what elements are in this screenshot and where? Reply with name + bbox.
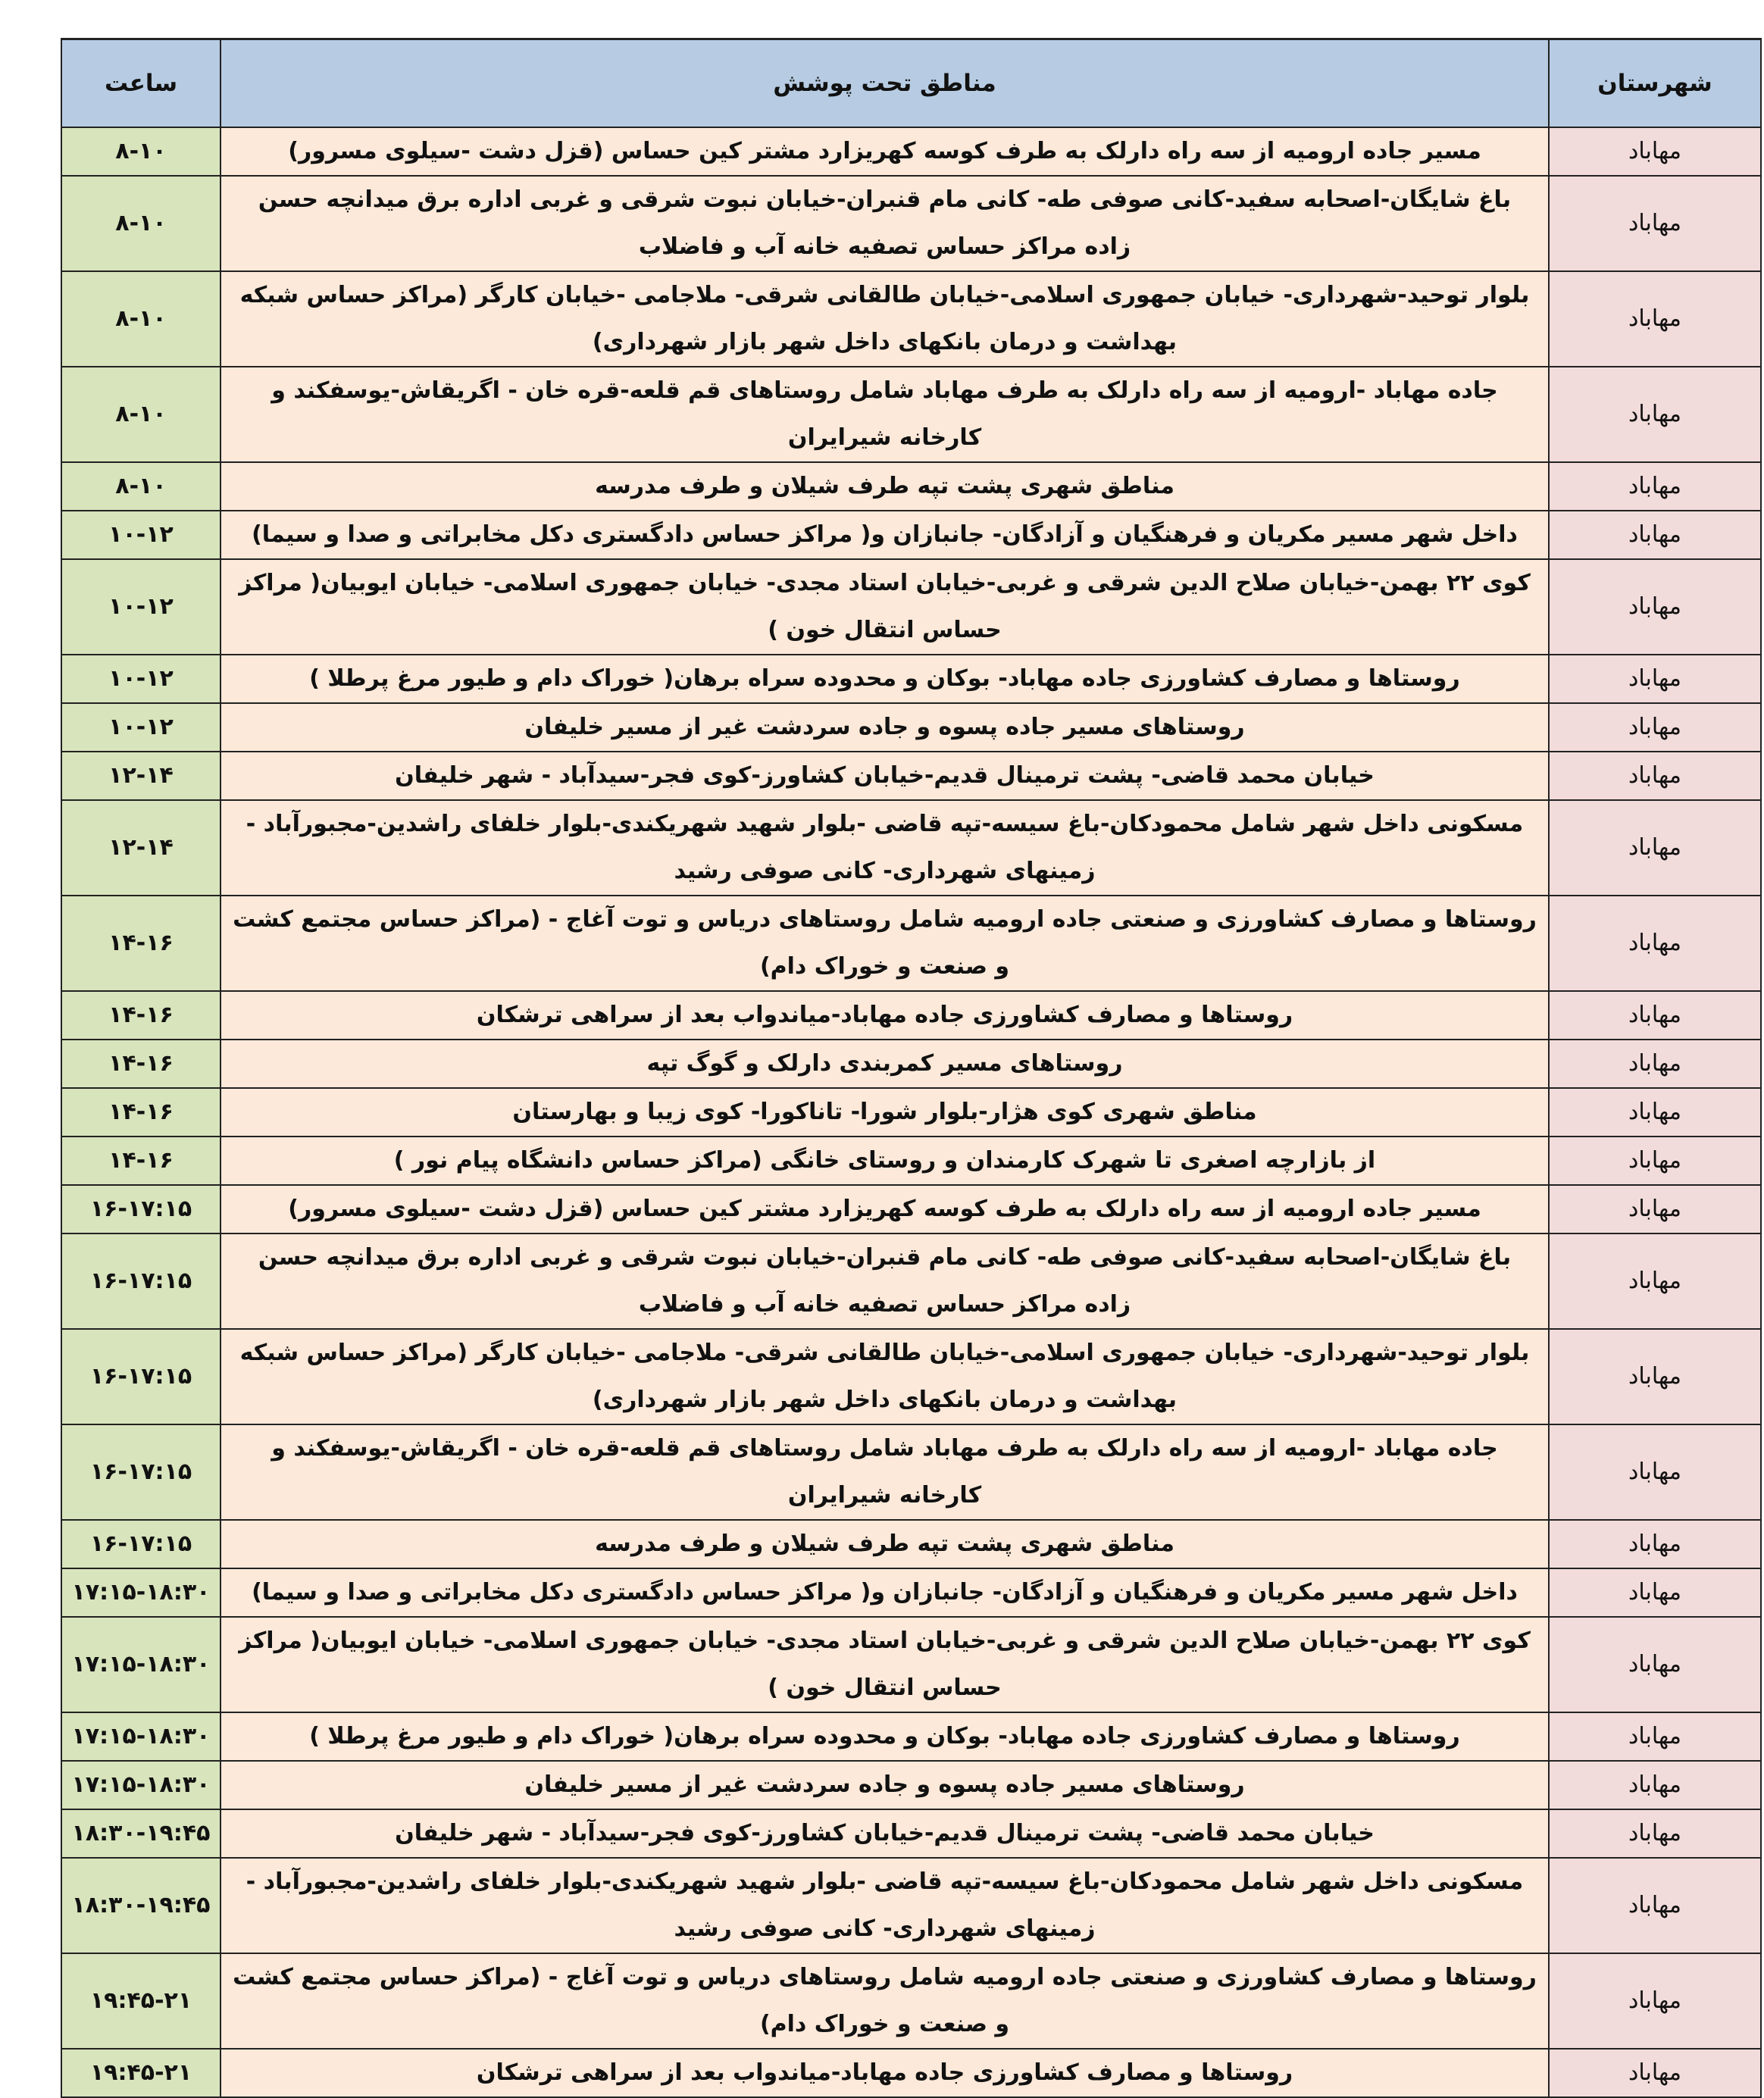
table-row <box>61 1329 1761 1424</box>
table-row <box>61 1040 1761 1088</box>
outage-schedule-table <box>61 38 1762 2098</box>
table-row <box>61 271 1761 367</box>
table-row <box>61 1137 1761 1185</box>
area-cell: روستاها و مصارف کشاورزی جاده مهاباد- بوکان و محدوده سراه برهان( خوراک دام و طیور مرغ پرطلا ) <box>220 655 1549 703</box>
county-cell: مهاباد <box>1549 127 1761 176</box>
hour-cell: ۱۲-۱۴ <box>61 800 220 896</box>
county-cell: مهاباد <box>1549 1809 1761 1858</box>
hour-cell: ۱۸:۳۰-۱۹:۴۵ <box>61 1809 220 1858</box>
county-cell: مهاباد <box>1549 1185 1761 1233</box>
area-cell: روستاها و مصارف کشاورزی جاده مهاباد-میاندواب بعد از سراهی ترشکان <box>220 991 1549 1040</box>
table-row <box>61 1953 1761 2049</box>
area-cell: مسیر جاده ارومیه از سه راه دارلک به طرف کوسه کهریزارد مشتر کین حساس (قزل دشت -سیلوی مسرور) <box>220 1185 1549 1233</box>
hour-cell: ۱۰-۱۲ <box>61 655 220 703</box>
area-cell: جاده مهاباد -ارومیه از سه راه دارلک به طرف مهاباد شامل روستاهای قم قلعه-قره خان - اگریقاش-یوسفکند و کارخانه شیرایران <box>220 1424 1549 1520</box>
schedule-table-container <box>61 38 1760 2086</box>
header-hour: ساعت <box>61 39 220 128</box>
area-cell: خیابان محمد قاضی- پشت ترمینال قدیم-خیابان کشاورز-کوی فجر-سیدآباد - شهر خلیفان <box>220 752 1549 800</box>
county-cell: مهاباد <box>1549 2049 1761 2097</box>
area-cell: کوی ۲۲ بهمن-خیابان صلاح الدین شرقی و غربی-خیابان استاد مجدی- خیابان جمهوری اسلامی- خیابان ایوبیان( مراکز حساس انتقال خون ) <box>220 1617 1549 1712</box>
hour-cell: ۸-۱۰ <box>61 367 220 462</box>
county-cell: مهاباد <box>1549 655 1761 703</box>
county-cell: مهاباد <box>1549 1233 1761 1329</box>
county-cell: مهاباد <box>1549 1088 1761 1137</box>
area-cell: خیابان محمد قاضی- پشت ترمینال قدیم-خیابان کشاورز-کوی فجر-سیدآباد - شهر خلیفان <box>220 1809 1549 1858</box>
area-cell: مسکونی داخل شهر شامل محمودکان-باغ سیسه-تپه قاضی -بلوار شهید شهریکندی-بلوار خلفای راشدین-مجبورآباد - زمینهای شهرداری- کانی صوفی رشید <box>220 800 1549 896</box>
table-row <box>61 462 1761 511</box>
hour-cell: ۸-۱۰ <box>61 127 220 176</box>
header-county: شهرستان <box>1549 39 1761 128</box>
table-row <box>61 1617 1761 1712</box>
table-row <box>61 1568 1761 1617</box>
county-cell: مهاباد <box>1549 271 1761 367</box>
table-row <box>61 2049 1761 2097</box>
area-cell: داخل شهر مسیر مکریان و فرهنگیان و آزادگان- جانبازان و( مراکز حساس دادگستری دکل مخابراتی و صدا و سیما) <box>220 1568 1549 1617</box>
hour-cell: ۱۴-۱۶ <box>61 991 220 1040</box>
hour-cell: ۱۷:۱۵-۱۸:۳۰ <box>61 1712 220 1761</box>
hour-cell: ۸-۱۰ <box>61 462 220 511</box>
table-row <box>61 1761 1761 1809</box>
county-cell: مهاباد <box>1549 1761 1761 1809</box>
county-cell: مهاباد <box>1549 1617 1761 1712</box>
hour-cell: ۱۶-۱۷:۱۵ <box>61 1520 220 1568</box>
area-cell: مسکونی داخل شهر شامل محمودکان-باغ سیسه-تپه قاضی -بلوار شهید شهریکندی-بلوار خلفای راشدین-مجبورآباد - زمینهای شهرداری- کانی صوفی رشید <box>220 1858 1549 1953</box>
hour-cell: ۱۷:۱۵-۱۸:۳۰ <box>61 1761 220 1809</box>
area-cell: مناطق شهری پشت تپه طرف شیلان و طرف مدرسه <box>220 1520 1549 1568</box>
hour-cell: ۱۹:۴۵-۲۱ <box>61 2049 220 2097</box>
county-cell: مهاباد <box>1549 1137 1761 1185</box>
hour-cell: ۱۴-۱۶ <box>61 896 220 991</box>
table-row <box>61 367 1761 462</box>
area-cell: روستاها و مصارف کشاورزی جاده مهاباد- بوکان و محدوده سراه برهان( خوراک دام و طیور مرغ پرطلا ) <box>220 1712 1549 1761</box>
hour-cell: ۱۷:۱۵-۱۸:۳۰ <box>61 1568 220 1617</box>
hour-cell: ۱۴-۱۶ <box>61 1040 220 1088</box>
table-row <box>61 559 1761 655</box>
area-cell: باغ شایگان-اصحابه سفید-کانی صوفی طه- کانی مام قنبران-خیابان نبوت شرقی و غربی اداره برق میدانچه حسن زاده مراکز حساس تصفیه خانه آب و فاضلاب <box>220 176 1549 271</box>
county-cell: مهاباد <box>1549 1040 1761 1088</box>
table-row <box>61 991 1761 1040</box>
area-cell: مسیر جاده ارومیه از سه راه دارلک به طرف کوسه کهریزارد مشتر کین حساس (قزل دشت -سیلوی مسرور) <box>220 127 1549 176</box>
table-row <box>61 1858 1761 1953</box>
area-cell: روستاهای مسیر جاده پسوه و جاده سردشت غیر از مسیر خلیفان <box>220 703 1549 752</box>
hour-cell: ۸-۱۰ <box>61 271 220 367</box>
hour-cell: ۱۹:۴۵-۲۱ <box>61 1953 220 2049</box>
hour-cell: ۱۰-۱۲ <box>61 703 220 752</box>
table-row <box>61 1233 1761 1329</box>
table-row <box>61 127 1761 176</box>
hour-cell: ۱۷:۱۵-۱۸:۳۰ <box>61 1617 220 1712</box>
table-body <box>61 127 1761 2097</box>
county-cell: مهاباد <box>1549 1712 1761 1761</box>
table-row <box>61 752 1761 800</box>
hour-cell: ۱۶-۱۷:۱۵ <box>61 1233 220 1329</box>
county-cell: مهاباد <box>1549 511 1761 559</box>
county-cell: مهاباد <box>1549 991 1761 1040</box>
hour-cell: ۱۴-۱۶ <box>61 1137 220 1185</box>
area-cell: روستاها و مصارف کشاورزی و صنعتی جاده ارومیه شامل روستاهای دریاس و توت آغاج - (مراکز حساس مجتمع کشت و صنعت و خوراک دام) <box>220 896 1549 991</box>
area-cell: باغ شایگان-اصحابه سفید-کانی صوفی طه- کانی مام قنبران-خیابان نبوت شرقی و غربی اداره برق میدانچه حسن زاده مراکز حساس تصفیه خانه آب و فاضلاب <box>220 1233 1549 1329</box>
hour-cell: ۱۶-۱۷:۱۵ <box>61 1424 220 1520</box>
table-row <box>61 703 1761 752</box>
county-cell: مهاباد <box>1549 1953 1761 2049</box>
county-cell: مهاباد <box>1549 896 1761 991</box>
table-header-row <box>61 39 1761 128</box>
area-cell: مناطق شهری کوی هژار-بلوار شورا- تاناکورا- کوی زیبا و بهارستان <box>220 1088 1549 1137</box>
table-row <box>61 176 1761 271</box>
area-cell: بلوار توحید-شهرداری- خیابان جمهوری اسلامی-خیابان طالقانی شرقی- ملاجامی -خیابان کارگر (مراکز حساس شبکه بهداشت و درمان بانکهای داخل شهر بازار شهرداری) <box>220 271 1549 367</box>
area-cell: کوی ۲۲ بهمن-خیابان صلاح الدین شرقی و غربی-خیابان استاد مجدی- خیابان جمهوری اسلامی- خیابان ایوبیان( مراکز حساس انتقال خون ) <box>220 559 1549 655</box>
table-row <box>61 1712 1761 1761</box>
table-row <box>61 1185 1761 1233</box>
area-cell: بلوار توحید-شهرداری- خیابان جمهوری اسلامی-خیابان طالقانی شرقی- ملاجامی -خیابان کارگر (مراکز حساس شبکه بهداشت و درمان بانکهای داخل شهر بازار شهرداری) <box>220 1329 1549 1424</box>
county-cell: مهاباد <box>1549 1520 1761 1568</box>
hour-cell: ۱۲-۱۴ <box>61 752 220 800</box>
county-cell: مهاباد <box>1549 1329 1761 1424</box>
county-cell: مهاباد <box>1549 176 1761 271</box>
area-cell: مناطق شهری پشت تپه طرف شیلان و طرف مدرسه <box>220 462 1549 511</box>
header-areas: مناطق تحت پوشش <box>220 39 1549 128</box>
county-cell: مهاباد <box>1549 367 1761 462</box>
area-cell: روستاها و مصارف کشاورزی جاده مهاباد-میاندواب بعد از سراهی ترشکان <box>220 2049 1549 2097</box>
table-row <box>61 1520 1761 1568</box>
table-row <box>61 1424 1761 1520</box>
county-cell: مهاباد <box>1549 1424 1761 1520</box>
table-row <box>61 1088 1761 1137</box>
hour-cell: ۱۰-۱۲ <box>61 511 220 559</box>
area-cell: از بازارچه اصغری تا شهرک کارمندان و روستای خانگی (مراکز حساس دانشگاه پیام نور ) <box>220 1137 1549 1185</box>
area-cell: روستاهای مسیر کمربندی دارلک و گوگ تپه <box>220 1040 1549 1088</box>
area-cell: جاده مهاباد -ارومیه از سه راه دارلک به طرف مهاباد شامل روستاهای قم قلعه-قره خان - اگریقاش-یوسفکند و کارخانه شیرایران <box>220 367 1549 462</box>
hour-cell: ۸-۱۰ <box>61 176 220 271</box>
area-cell: روستاهای مسیر جاده پسوه و جاده سردشت غیر از مسیر خلیفان <box>220 1761 1549 1809</box>
table-row <box>61 1809 1761 1858</box>
hour-cell: ۱۰-۱۲ <box>61 559 220 655</box>
hour-cell: ۱۸:۳۰-۱۹:۴۵ <box>61 1858 220 1953</box>
hour-cell: ۱۴-۱۶ <box>61 1088 220 1137</box>
hour-cell: ۱۶-۱۷:۱۵ <box>61 1185 220 1233</box>
county-cell: مهاباد <box>1549 462 1761 511</box>
table-row <box>61 511 1761 559</box>
area-cell: داخل شهر مسیر مکریان و فرهنگیان و آزادگان- جانبازان و( مراکز حساس دادگستری دکل مخابراتی و صدا و سیما) <box>220 511 1549 559</box>
county-cell: مهاباد <box>1549 752 1761 800</box>
county-cell: مهاباد <box>1549 1858 1761 1953</box>
county-cell: مهاباد <box>1549 1568 1761 1617</box>
county-cell: مهاباد <box>1549 800 1761 896</box>
area-cell: روستاها و مصارف کشاورزی و صنعتی جاده ارومیه شامل روستاهای دریاس و توت آغاج - (مراکز حساس مجتمع کشت و صنعت و خوراک دام) <box>220 1953 1549 2049</box>
table-row <box>61 655 1761 703</box>
county-cell: مهاباد <box>1549 559 1761 655</box>
table-row <box>61 800 1761 896</box>
county-cell: مهاباد <box>1549 703 1761 752</box>
hour-cell: ۱۶-۱۷:۱۵ <box>61 1329 220 1424</box>
table-row <box>61 896 1761 991</box>
